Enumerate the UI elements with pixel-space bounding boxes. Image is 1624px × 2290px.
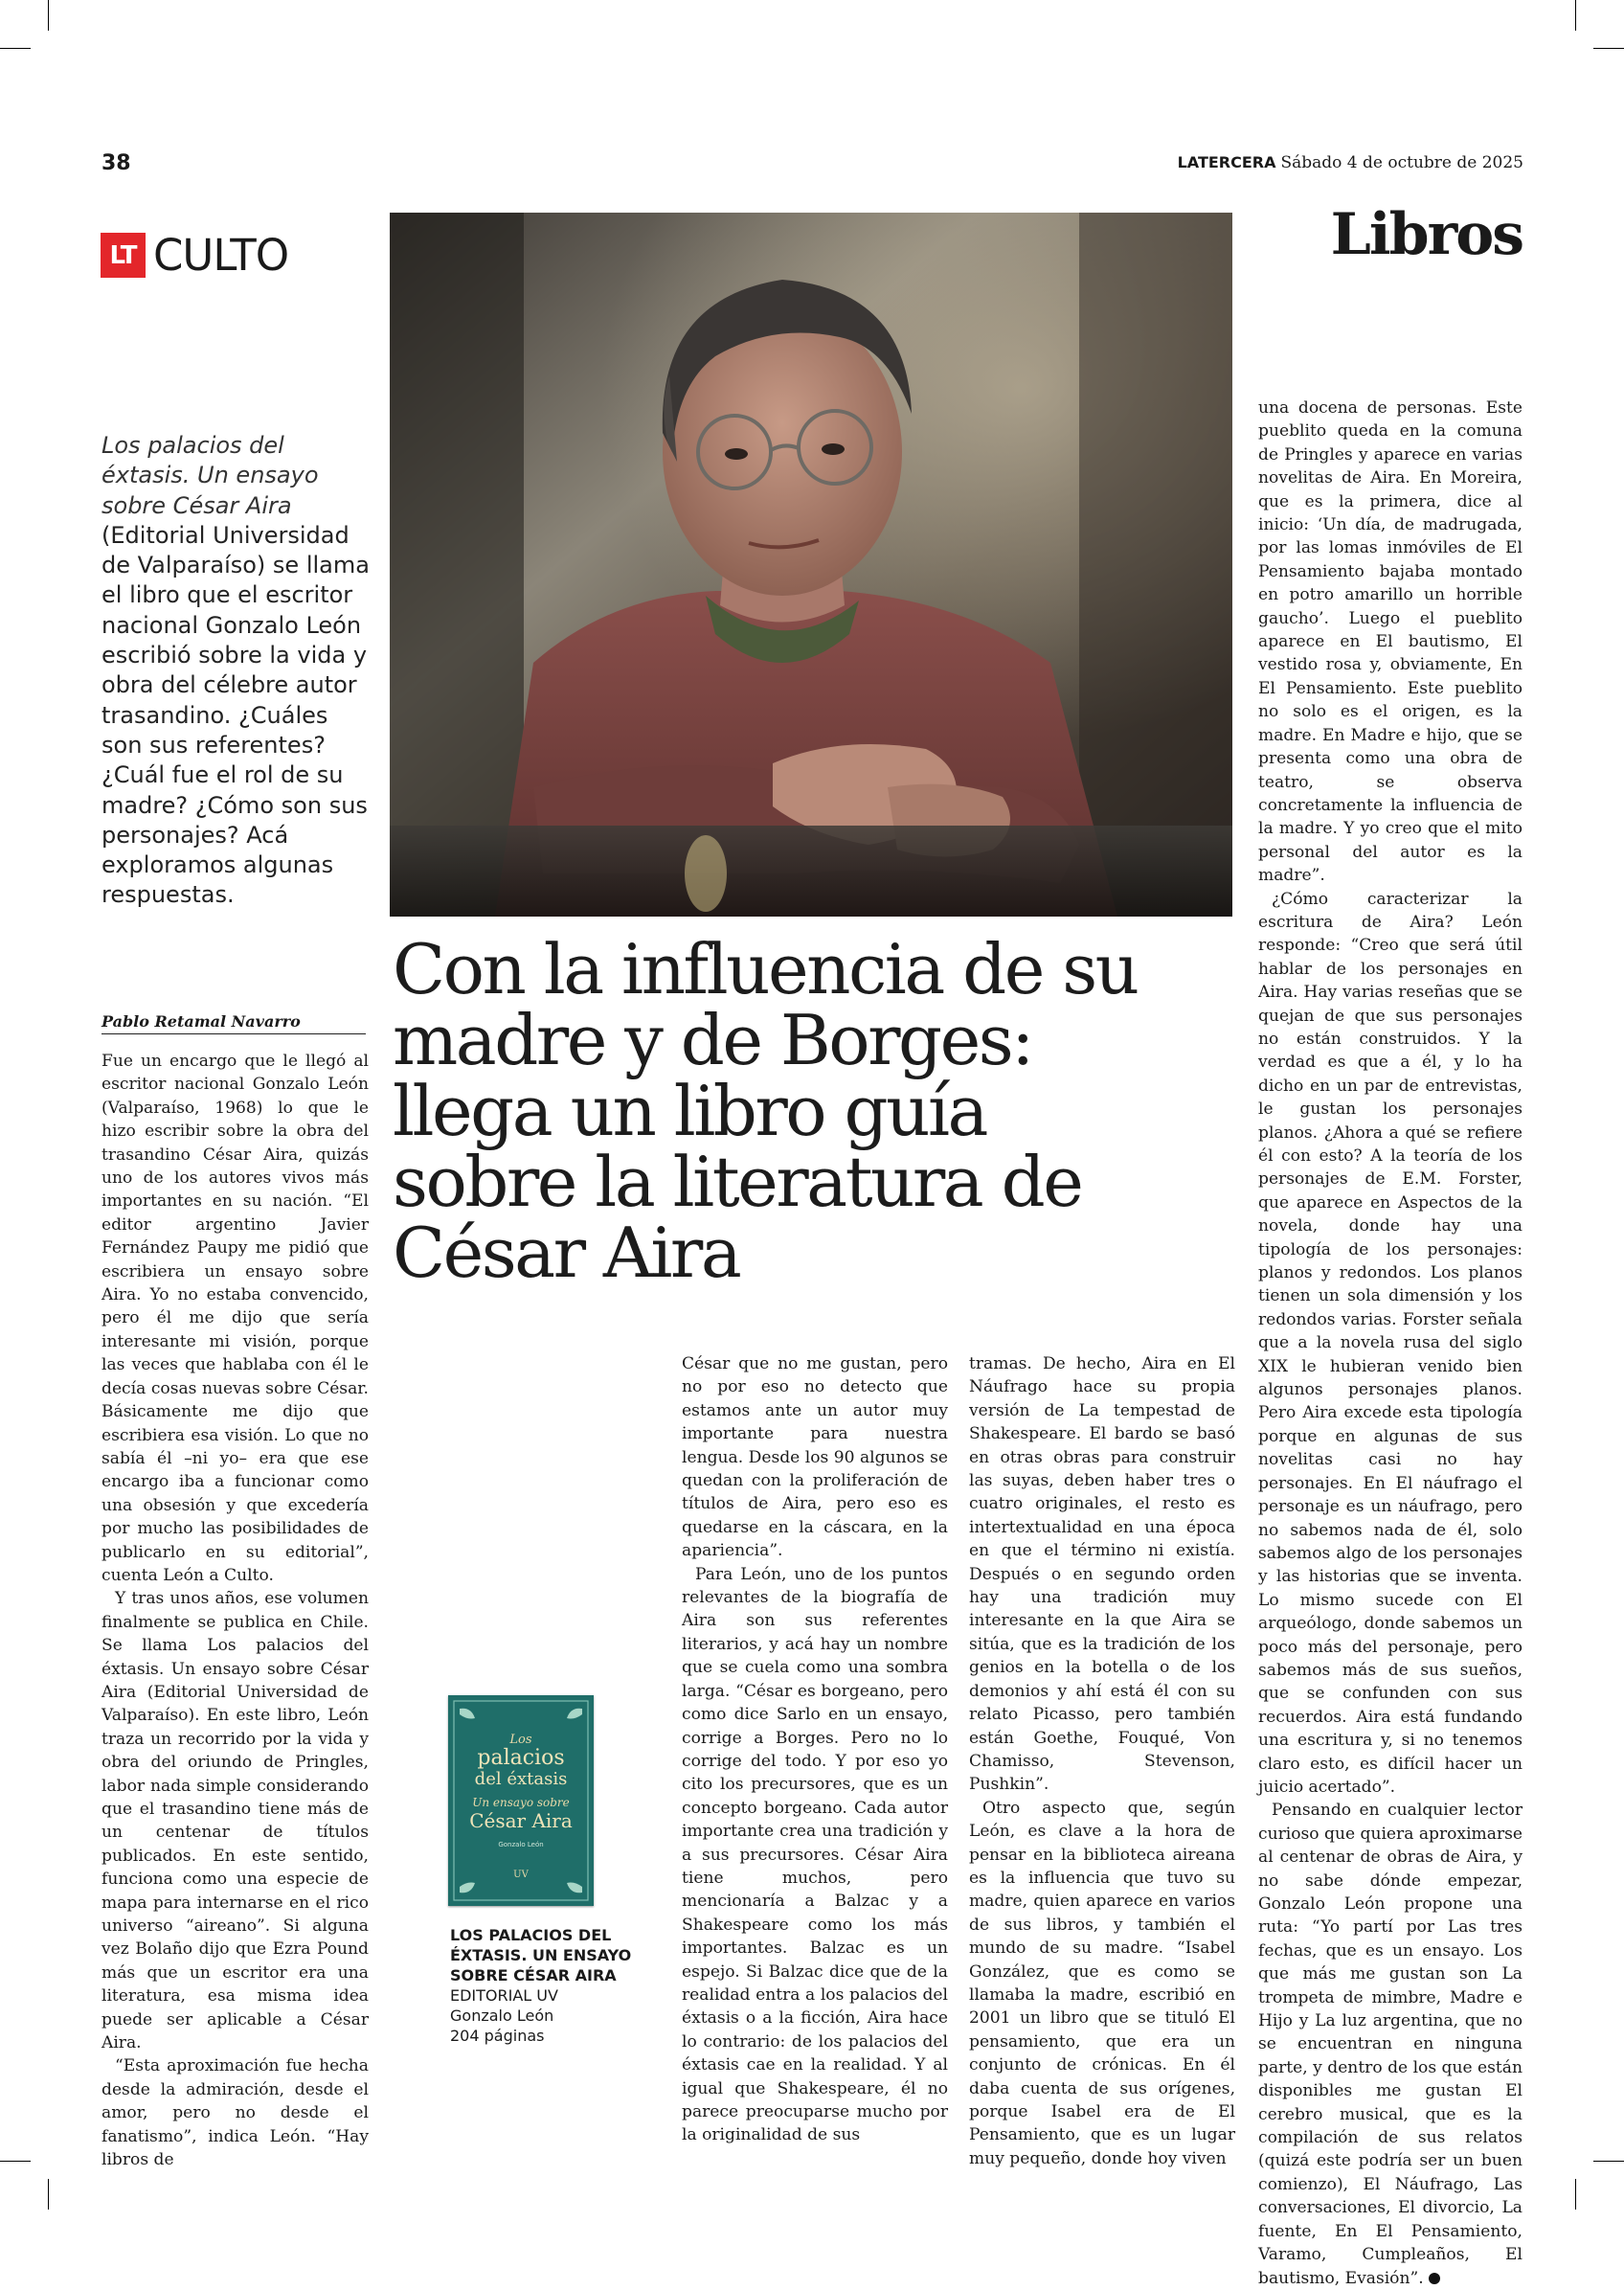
lt-logo-mark: LT: [101, 233, 146, 278]
cover-line-5: César Aira: [469, 1809, 573, 1832]
author-photo: [390, 213, 1232, 917]
publication-info: [1178, 153, 1523, 172]
section-title: Libros: [1330, 201, 1522, 268]
body-paragraph: César que no me gustan, pero no por eso no detecto que estamos ante un autor muy importante para nuestra lengua. Desde los 90 algunos se quedan con la proliferación de títulos de Aira, pero eso es quedarse en la cáscara, en la apariencia”.: [682, 1354, 948, 1561]
body-column-4: [1258, 397, 1522, 2290]
book-caption: [450, 1925, 670, 2046]
body-paragraph: Fue un encargo que le llegó al escritor nacional Gonzalo León (Valparaíso, 1968) lo que le hizo escribir sobre la obra del trasandino César Aira, quizás uno de los autores vivos más importantes en su nación. “El editor argentino Javier Fernández Paupy me pidió que escribiera un ensayo sobre Aira. Yo no estaba convencido, pero él me dijo que sería interesante mi visión, porque las veces que hablaba con él le decía cosas nuevas sobre César. Básicamente me dijo que escribiera esa visión. Lo que no sabía él –ni yo– era que ese encargo iba a funcionar como una obsesión y que excedería por mucho las posibilidades de publicarlo en su editorial”, cuenta León a Culto.: [102, 1052, 369, 1585]
end-mark-icon: [1429, 2273, 1440, 2284]
cover-line-4: Un ensayo sobre: [472, 1796, 570, 1809]
cover-line-2: palacios: [477, 1746, 565, 1770]
body-paragraph-last: [1258, 1799, 1522, 2290]
body-column-3: [969, 1352, 1235, 2170]
caption-title: LOS PALACIOS DEL ÉXTASIS. UN ENSAYO SOBRE CÉSAR AIRA: [450, 1926, 632, 1984]
body-paragraph: una docena de personas. Este pueblito queda en la comuna de Pringles y aparece en varias novelitas de Aira. En Moreira, que es la primera, dice al inicio: ‘Un día, de madrugada, por las lomas inmóviles de El Pensamiento bajaba montado en potro amarillo un horrible gaucho’. Luego el pueblito aparece en El bautismo, El vestido rosa y, obviamente, En El Pensamiento. Este pueblito no solo es el origen, es la madre. En Madre e hijo, que se presenta como una obra de teatro, se observa concretamente la influencia de la madre. Y yo creo que el mito personal del autor es la madre”.: [1258, 398, 1522, 886]
crop-mark: [1575, 2179, 1576, 2210]
book-cover: [448, 1695, 594, 1906]
body-paragraph: Otro aspecto que, según León, es clave a la hora de pensar en la biblioteca aireana es la influencia que tuvo su madre, quien aparece en varios de sus libros, y también el mundo de su madre. “Isabel González, que es como se llamaba la madre, escribió en 2001 un libro que se tituló El pensamiento, que era un conjunto de crónicas. En él daba cuenta de sus orígenes, porque Isabel era de El Pensamiento, que es un lugar muy pequeño, donde hoy viven: [969, 1798, 1235, 2168]
lead-paragraph: [102, 431, 372, 911]
cover-publisher: UV: [513, 1870, 529, 1880]
cover-author: Gonzalo León: [498, 1841, 544, 1848]
cover-line-3: del éxtasis: [474, 1769, 568, 1789]
body-paragraph-text: Pensando en cualquier lector curioso que quiera aproximarse al centenar de obras de Aira, y no sabe dónde empezar, Gonzalo León propone una ruta: “Yo partí por Las tres fechas, que es un ensayo. Los que más me gustan son La trompeta de mimbre, Madre e Hijo y La luz argentina, que no se encuentran en ninguna parte, y dentro de los que están disponibles me gustan El cerebro musical, que es la compilación de sus relatos (quizá este podría ser un buen comienzo), El Náufrago, Las conversaciones, El divorcio, La fuente, En El Pensamiento, Varamo, Cumpleaños, El bautismo, Evasión”.: [1258, 1801, 1523, 2288]
lead-text: (Editorial Universidad de Valparaíso) se llama el libro que el escritor nacional Gonzalo León escribió sobre la vida y obra del célebre autor trasandino. ¿Cuáles son sus referentes? ¿Cuál fue el rol de su madre? ¿Cómo son sus personajes? Acá exploramos algunas respuestas.: [102, 521, 370, 909]
body-column-1: [102, 1050, 369, 2172]
lead-book-title: Los palacios del éxtasis. Un ensayo sobre César Aira: [102, 432, 319, 519]
newspaper-name: LATERCERA: [1177, 153, 1276, 171]
page-number: 38: [102, 151, 131, 175]
caption-pages: 204 páginas: [450, 2027, 545, 2045]
crop-mark: [0, 2161, 31, 2162]
cover-line-1: Los: [509, 1733, 532, 1747]
body-column-2: [682, 1352, 948, 2147]
crop-mark: [1593, 48, 1624, 49]
body-paragraph: Para León, uno de los puntos relevantes de la biografía de Aira son sus referentes literarios, y acá hay un nombre que se cuela como una sombra larga. “César es borgeano, pero como dice Sarlo en un ensayo, corrige a Borges. Pero no lo corrige del todo. Y por eso yo cito los precursores, que es un concepto borgeano. Cada autor importante crea una tradición y a sus precursores. César Aira tiene muchos, pero mencionaría a Balzac y a Shakespeare como los más importantes. Balzac es un espejo. Si Balzac dice que de la realidad entra a los palacios del éxtasis o a la ficción, Aira hace lo contrario: de los palacios del éxtasis cae en la realidad. Y al igual que Shakespeare, él no parece preocuparse mucho por la originalidad de sus: [682, 1564, 948, 2145]
body-paragraph: tramas. De hecho, Aira en El Náufrago hace su propia versión de La tempestad de Shakespeare. El bardo se basó en otras obras para construir las suyas, deben haber tres o cuatro originales, el resto es intertextualidad en una época en que el término ni existía. Después o en segundo orden hay una tradición muy interesante en la que Aira se sitúa, que es la tradición de los genios en la botella o de los demonios y ahí está él con su relato Picasso, pero también están Goethe, Fouqué, Von Chamisso, Stevenson, Pushkin”.: [969, 1354, 1235, 1795]
body-paragraph: “Esta aproximación fue hecha desde la admiración, desde el amor, pero no desde el fanatismo”, indica León. “Hay libros de: [102, 2056, 369, 2170]
crop-mark: [1575, 0, 1576, 31]
headline: Con la influencia de su madre y de Borges: llega un libro guía sobre la literatura de César Aira: [393, 929, 1138, 1293]
publication-date: Sábado 4 de octubre de 2025: [1280, 153, 1523, 172]
body-paragraph: Y tras unos años, ese volumen finalmente se publica en Chile. Se llama Los palacios del éxtasis. Un ensayo sobre César Aira (Editorial Universidad de Valparaíso). En este libro, León traza un recorrido por la vida y obra del oriundo de Pringles, labor nada simple considerando que el trasandino tiene más de un centenar de títulos publicados. En este sentido, funciona como una especie de mapa para internarse en el rico universo “aireano”. Si alguna vez Bolaño dijo que Ezra Pound más que un escritor era una literatura, esa misma idea puede ser aplicable a César Aira.: [102, 1589, 369, 2053]
byline: Pablo Retamal Navarro: [102, 1012, 366, 1034]
crop-mark: [0, 48, 31, 49]
crop-mark: [48, 0, 49, 31]
crop-mark: [1593, 2161, 1624, 2162]
crop-mark: [48, 2179, 49, 2210]
logo-wordmark: CULTO: [153, 230, 289, 281]
culto-logo: [101, 230, 289, 281]
caption-author: Gonzalo León: [450, 2007, 554, 2025]
caption-publisher: EDITORIAL UV: [450, 1986, 558, 2005]
body-paragraph: ¿Cómo caracterizar la escritura de Aira? León responde: “Creo que será útil hablar de los personajes en Aira. Hay varias reseñas que se quejan de que sus personajes no están construidos. Y la verdad es que a él, y lo ha dicho en un par de entrevistas, le gustan los personajes planos. ¿Ahora a qué se refiere él con esto? A la teoría de los personajes de E.M. Forster, que aparece en Aspectos de la novela, donde hay una tipología de los personajes: planos y redondos. Los planos tienen un sola dimensión y los redondos varias. Forster señala que a la novela rusa del siglo XIX le hubieran venido bien algunos personajes planos. Pero Aira excede esta tipología porque en algunas de sus novelitas casi no hay personajes. En El náufrago el personaje es un náufrago, pero no sabemos nada de él, solo sabemos algo de los personajes y las historias que se inventa. Lo mismo sucede con El arqueólogo, donde sabemos un poco más del personaje, pero sabemos más de sus sueños, que se confunden con sus recuerdos. Aira está fundando una escritura y, si no tenemos claro esto, es difícil hacer un juicio acertado”.: [1258, 889, 1522, 1797]
